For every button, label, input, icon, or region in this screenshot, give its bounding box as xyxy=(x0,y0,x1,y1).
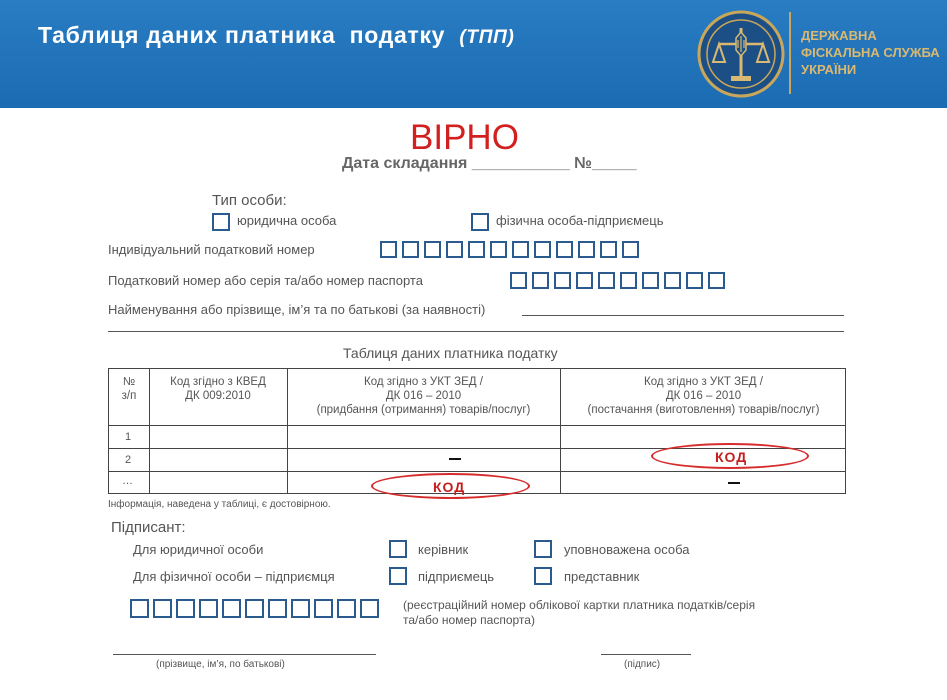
digit-box[interactable] xyxy=(578,241,595,258)
digit-box[interactable] xyxy=(490,241,507,258)
brand-line-3: УКРАЇНИ xyxy=(801,62,857,77)
digit-box[interactable] xyxy=(686,272,703,289)
digit-box[interactable] xyxy=(380,241,397,258)
digit-box[interactable] xyxy=(510,272,527,289)
tax-id-label: Індивідуальний податковий номер xyxy=(108,242,315,257)
table-row-number: 1 xyxy=(125,431,132,443)
legal-entity-label: юридична особа xyxy=(237,213,337,228)
tax-number-label: Податковий номер або серія та/або номер паспорта xyxy=(108,273,423,288)
digit-box[interactable] xyxy=(153,599,172,618)
legal-entity-checkbox[interactable] xyxy=(212,213,230,231)
table-row-divider xyxy=(109,425,845,426)
table-header-purchase-code: Код згідно з УКТ ЗЕД / ДК 016 – 2010 (придбання (отримання) товарів/послуг) xyxy=(316,376,531,416)
digit-box[interactable] xyxy=(337,599,356,618)
full-name-caption: (прізвище, ім’я, по батькові) xyxy=(156,659,285,670)
digit-box[interactable] xyxy=(468,241,485,258)
registration-note-line-1: (реєстраційний номер облікової картки платника податків/серія xyxy=(403,598,756,612)
dash-mark-supply xyxy=(728,482,740,484)
date-line: Дата складання ___________ №_____ xyxy=(342,155,637,172)
digit-box[interactable] xyxy=(642,272,659,289)
head-checkbox[interactable] xyxy=(389,540,407,558)
for-individual-label: Для фізичної особи – підприємця xyxy=(133,569,335,584)
representative-label: представник xyxy=(564,569,640,584)
signature-caption: (підпис) xyxy=(624,659,661,670)
digit-box[interactable] xyxy=(268,599,287,618)
full-name-signature-line[interactable] xyxy=(113,654,376,655)
verified-stamp: ВІРНО xyxy=(410,118,519,157)
digit-box[interactable] xyxy=(532,272,549,289)
table-row-number: … xyxy=(122,475,133,487)
page-title xyxy=(38,22,514,49)
page-title-abbr: (ТПП) xyxy=(459,27,515,48)
digit-box[interactable] xyxy=(576,272,593,289)
brand-line-2: ФІСКАЛЬНА СЛУЖБА xyxy=(801,45,940,60)
signatory-label: Підписант: xyxy=(111,519,186,536)
representative-checkbox[interactable] xyxy=(534,567,552,585)
digit-box[interactable] xyxy=(620,272,637,289)
for-legal-entity-label: Для юридичної особи xyxy=(133,542,264,557)
digit-box[interactable] xyxy=(176,599,195,618)
digit-box[interactable] xyxy=(556,241,573,258)
registration-number-boxes[interactable] xyxy=(130,599,379,618)
digit-box[interactable] xyxy=(600,241,617,258)
digit-box[interactable] xyxy=(534,241,551,258)
entrepreneur-checkbox[interactable] xyxy=(389,567,407,585)
digit-box[interactable] xyxy=(424,241,441,258)
registration-note-line-2: та/або номер паспорта) xyxy=(403,613,535,627)
table-row-divider xyxy=(109,471,845,472)
individual-entrepreneur-label: фізична особа-підприємець xyxy=(496,213,664,228)
digit-box[interactable] xyxy=(291,599,310,618)
signature-line[interactable] xyxy=(601,654,691,655)
tax-service-emblem-icon xyxy=(697,10,785,98)
header-banner xyxy=(0,0,947,108)
tax-id-boxes[interactable] xyxy=(380,241,644,259)
brand-divider xyxy=(789,12,791,94)
table-row-number: 2 xyxy=(125,454,132,466)
page-title-text: Таблиця даних платника податку xyxy=(38,22,446,48)
authorized-person-checkbox[interactable] xyxy=(534,540,552,558)
digit-box[interactable] xyxy=(130,599,149,618)
tax-number-boxes[interactable] xyxy=(510,272,730,290)
code-label-purchase: КОД xyxy=(433,479,466,495)
digit-box[interactable] xyxy=(199,599,218,618)
digit-box[interactable] xyxy=(314,599,333,618)
code-label-supply: КОД xyxy=(715,449,748,465)
brand-line-1: ДЕРЖАВНА xyxy=(801,28,877,43)
name-field-line-2[interactable] xyxy=(108,331,844,332)
individual-entrepreneur-checkbox[interactable] xyxy=(471,213,489,231)
brand-name xyxy=(801,27,940,78)
digit-box[interactable] xyxy=(245,599,264,618)
digit-box[interactable] xyxy=(446,241,463,258)
digit-box[interactable] xyxy=(598,272,615,289)
dash-mark-purchase xyxy=(449,458,461,460)
name-field-line[interactable] xyxy=(522,315,844,316)
digit-box[interactable] xyxy=(360,599,379,618)
entrepreneur-label: підприємець xyxy=(418,569,495,584)
name-label: Найменування або прізвище, ім’я та по батькові (за наявності) xyxy=(108,302,486,317)
person-type-label: Тип особи: xyxy=(212,192,287,209)
table-title: Таблиця даних платника податку xyxy=(343,345,558,361)
digit-box[interactable] xyxy=(708,272,725,289)
digit-box[interactable] xyxy=(622,241,639,258)
digit-box[interactable] xyxy=(402,241,419,258)
table-header-number: № з/п xyxy=(121,376,137,402)
digit-box[interactable] xyxy=(512,241,529,258)
table-header-supply-code: Код згідно з УКТ ЗЕД / ДК 016 – 2010 (постачання (виготовлення) товарів/послуг) xyxy=(587,376,820,416)
head-label: керівник xyxy=(418,542,469,557)
info-note: Інформація, наведена у таблиці, є достовірною. xyxy=(108,499,331,510)
digit-box[interactable] xyxy=(554,272,571,289)
digit-box[interactable] xyxy=(222,599,241,618)
table-header-kved: Код згідно з КВЕД ДК 009:2010 xyxy=(170,376,266,402)
digit-box[interactable] xyxy=(664,272,681,289)
authorized-person-label: уповноважена особа xyxy=(564,542,690,557)
